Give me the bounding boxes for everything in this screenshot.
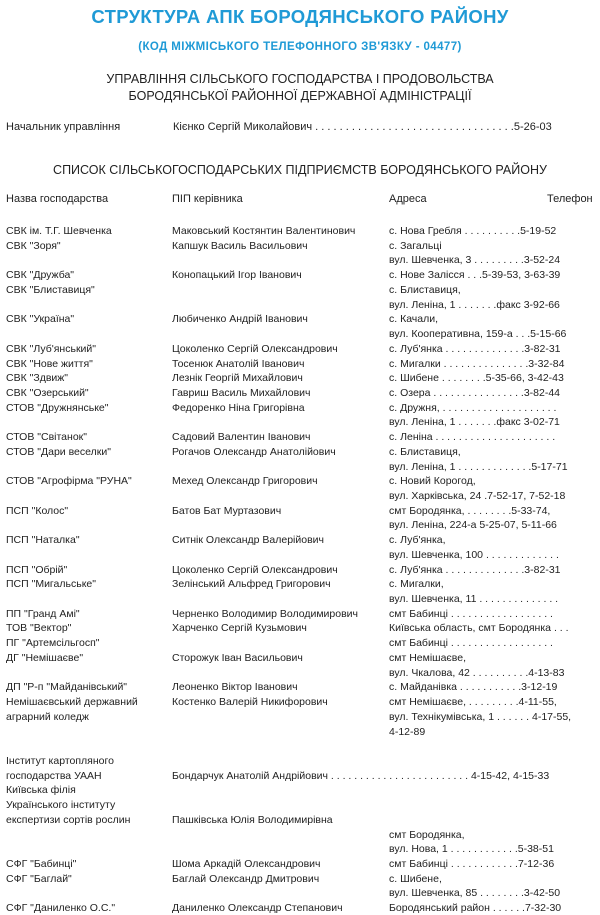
address-phone: смт Бабинці . . . . . . . . . . . .7-12-36 xyxy=(389,858,555,870)
head-name: Сторожук Іван Васильович xyxy=(172,651,303,664)
address-phone: вул. Кооперативна, 159-а . . .5-15-66 xyxy=(389,328,567,340)
head-name: Рогачов Олександр Анатолійович xyxy=(172,445,336,458)
enterprise-name: ПСП "Колос" xyxy=(6,504,69,517)
address-phone: с. Качали, xyxy=(389,313,439,326)
table-row xyxy=(0,636,600,650)
department-line-1: УПРАВЛІННЯ СІЛЬСЬКОГО ГОСПОДАРСТВА І ПРОДОВОЛЬСТВА xyxy=(106,72,494,86)
enterprise-name: СВК "Україна" xyxy=(6,313,75,326)
address-phone: с. Мигалки . . . . . . . . . . . . . . .3-32-84 xyxy=(389,357,565,370)
list-title: СПИСОК СІЛЬСЬКОГОСПОДАРСЬКИХ ПІДПРИЄМСТВ БОРОДЯНСЬКОГО РАЙОНУ xyxy=(53,163,547,177)
column-header-name: Назва господарства xyxy=(6,193,109,205)
table-row xyxy=(0,518,600,532)
table-row xyxy=(0,607,600,621)
table-row xyxy=(0,754,600,768)
table-row xyxy=(0,533,600,547)
address-phone: смт Бородянка, xyxy=(389,828,465,841)
address-phone: вул. Леніна, 1 . . . . . . . . . . . . .5-17-71 xyxy=(389,460,568,473)
table-row xyxy=(0,828,600,842)
enterprise-name: СТОВ "Світанок" xyxy=(6,431,87,444)
table-row xyxy=(0,253,600,267)
head-name: Конопацький Ігор Іванович xyxy=(172,269,302,282)
table-row xyxy=(0,327,600,341)
table-row xyxy=(0,769,600,783)
column-header-phone: Телефон xyxy=(547,193,593,205)
head-name: Маковський Костянтин Валентинович xyxy=(172,225,356,237)
enterprise-name: ПСП "Наталка" xyxy=(6,534,80,547)
address-phone: вул. Харківська, 24 .7-52-17, 7-52-18 xyxy=(389,490,566,502)
head-name: Зелінський Альфред Григорович xyxy=(172,578,331,591)
table-row xyxy=(0,710,600,724)
enterprise-name: експертизи сортів рослин xyxy=(6,813,131,826)
head-name: Гавриш Василь Михайлович xyxy=(172,386,311,399)
address-phone: с. Блиставиця, xyxy=(389,283,461,296)
address-phone: вул. Технікумівська, 1 . . . . . . 4-17-55, xyxy=(389,710,572,723)
page-title: СТРУКТУРА АПК БОРОДЯНСЬКОГО РАЙОНУ xyxy=(91,6,509,27)
head-name: Харченко Сергій Кузьмович xyxy=(172,622,307,635)
enterprise-name: СВК "Озерський" xyxy=(6,386,89,399)
head-name: Федоренко Ніна Григорівна xyxy=(172,401,305,414)
table-row xyxy=(0,680,600,694)
table-row xyxy=(0,357,600,371)
address-phone: вул. Шевченка, 3 . . . . . . . . .3-52-24 xyxy=(389,254,561,267)
table-row xyxy=(0,651,600,665)
column-header-address: Адреса xyxy=(389,193,427,205)
table-row xyxy=(0,783,600,797)
address-phone: вул. Чкалова, 42 . . . . . . . . . .4-13-83 xyxy=(389,666,565,679)
table-row xyxy=(0,577,600,591)
head-name: Пашківська Юлія Володимирівна xyxy=(172,813,333,826)
department-line-2: БОРОДЯНСЬКОЇ РАЙОННОЇ ДЕРЖАВНОЇ АДМІНІСТРАЦІЇ xyxy=(128,89,472,103)
table-row xyxy=(0,415,600,429)
table-row xyxy=(0,342,600,356)
head-name: Черненко Володимир Володимирович xyxy=(172,607,359,620)
table-row xyxy=(0,386,600,400)
enterprise-name: СФГ "Баглай" xyxy=(6,872,72,885)
chief-value: Кієнко Сергій Миколайович . . . . . . . . . . . . . . . . . . . . . . . . . . . . . . . . .5-26-03 xyxy=(173,121,552,133)
column-header-head: ПІП керівника xyxy=(172,193,243,205)
address-phone: с. Блиставиця, xyxy=(389,445,461,458)
head-name: Мехед Олександр Григорович xyxy=(172,475,318,488)
enterprise-name: аграрний коледж xyxy=(6,710,89,723)
table-row xyxy=(0,401,600,415)
enterprise-name: СВК "Дружба" xyxy=(6,269,75,282)
table-row xyxy=(0,857,600,871)
table-row xyxy=(0,548,600,562)
table-row xyxy=(0,725,600,739)
table-row xyxy=(0,268,600,282)
address-phone: с. Шибене . . . . . . . .5-35-66, 3-42-43 xyxy=(389,372,564,385)
table-row xyxy=(0,474,600,488)
table-row xyxy=(0,504,600,518)
table-row xyxy=(0,621,600,635)
enterprise-name: ПП "Гранд Амі" xyxy=(6,607,80,620)
address-phone: с. Нове Залісся . . .5-39-53, 3-63-39 xyxy=(389,269,561,282)
enterprise-name: СВК "Нове життя" xyxy=(6,357,93,370)
address-phone: с. Луб'янка, xyxy=(389,534,446,547)
address-phone: с. Луб'янка . . . . . . . . . . . . . .3-82-31 xyxy=(389,342,561,355)
address-phone: смт Бабинці . . . . . . . . . . . . . . . . . . xyxy=(389,607,553,620)
address-phone: с. Майданівка . . . . . . . . . . .3-12-19 xyxy=(389,681,558,694)
address-phone: Бородянський район . . . . . .7-32-30 xyxy=(389,902,562,915)
enterprise-name: ДГ "Немішаєве" xyxy=(6,651,84,664)
address-phone: с. Леніна . . . . . . . . . . . . . . . . . . . . . xyxy=(389,431,556,444)
enterprise-name: СВК "Блиставиця" xyxy=(6,283,95,296)
table-row xyxy=(0,666,600,680)
head-name: Ситнік Олександр Валерійович xyxy=(172,534,324,547)
address-phone: вул. Леніна, 224-а 5-25-07, 5-11-66 xyxy=(389,519,557,532)
address-phone: Київська область, смт Бородянка . . . xyxy=(389,622,569,635)
address-phone: с. Озера . . . . . . . . . . . . . . . .3-82-44 xyxy=(389,386,561,399)
table-row xyxy=(0,798,600,812)
address-phone: вул. Леніна, 1 . . . . . . .факс 3-02-71 xyxy=(389,416,560,429)
head-name: Цоколенко Сергій Олександрович xyxy=(172,563,338,576)
head-name: Тосенюк Анатолій Іванович xyxy=(172,357,305,370)
address-phone: вул. Шевченка, 100 . . . . . . . . . . . . . xyxy=(389,548,559,561)
table-row xyxy=(0,872,600,886)
address-phone: с. Луб'янка . . . . . . . . . . . . . .3-82-31 xyxy=(389,563,561,576)
table-row xyxy=(0,298,600,312)
enterprise-name: СФГ "Бабинці" xyxy=(6,858,77,870)
head-name: Баглай Олександр Дмитрович xyxy=(172,872,320,885)
table-row xyxy=(0,239,600,253)
head-name: Батов Бат Муртазович xyxy=(172,504,282,517)
table-row xyxy=(0,886,600,900)
enterprise-name: СВК "Зоря" xyxy=(6,239,61,252)
table-row xyxy=(0,312,600,326)
address-phone: смт Немішаєве, . . . . . . . . .4-11-55, xyxy=(389,696,557,708)
table-row xyxy=(0,460,600,474)
table-row xyxy=(0,592,600,606)
head-name: Лезнік Георгій Михайлович xyxy=(172,372,303,385)
address-phone: с. Новий Корогод, xyxy=(389,475,476,488)
address-phone: вул. Нова, 1 . . . . . . . . . . . .5-38-51 xyxy=(389,843,554,856)
head-name: Костенко Валерій Никифорович xyxy=(172,696,328,708)
table-row xyxy=(0,283,600,297)
address-phone: с. Дружня, . . . . . . . . . . . . . . . . . . . . xyxy=(389,401,557,414)
enterprise-name: ПСП "Мигальське" xyxy=(6,578,96,591)
enterprise-name: Інститут картопляного xyxy=(6,754,114,767)
head-name: Садовий Валентин Іванович xyxy=(172,431,311,444)
enterprise-name: господарства УААН xyxy=(6,769,102,782)
address-phone: смт Немішаєве, xyxy=(389,651,467,664)
head-name: Шома Аркадій Олександрович xyxy=(172,858,321,870)
enterprise-name: СВК "Луб'янський" xyxy=(6,342,96,355)
enterprise-name: СТОВ "Дружнянське" xyxy=(6,401,109,414)
head-name: Даниленко Олександр Степанович xyxy=(172,902,343,915)
head-name: Бондарчук Анатолій Андрійович . . . . . . . . . . . . . . . . . . . . . . . . 4-15-42, 4-15-33 xyxy=(172,769,550,782)
table-row xyxy=(0,489,600,503)
phone-code-subtitle: (КОД МІЖМІСЬКОГО ТЕЛЕФОННОГО ЗВ'ЯЗКУ - 04477) xyxy=(138,41,462,53)
table-row xyxy=(0,445,600,459)
table-row xyxy=(0,430,600,444)
enterprise-name: Українського інституту xyxy=(6,799,116,812)
address-phone: с. Нова Гребля . . . . . . . . . .5-19-52 xyxy=(389,225,557,237)
table-row xyxy=(0,224,600,238)
enterprise-name: СВК ім. Т.Г. Шевченка xyxy=(6,225,112,237)
chief-label: Начальник управління xyxy=(6,121,121,133)
table-row xyxy=(0,371,600,385)
enterprise-name: СВК "Здвиж" xyxy=(6,372,69,385)
enterprise-name: Київська філія xyxy=(6,784,76,797)
enterprise-name: ТОВ "Вектор" xyxy=(6,622,72,635)
table-row xyxy=(0,563,600,577)
address-phone: вул. Шевченка, 85 . . . . . . . .3-42-50 xyxy=(389,887,561,900)
address-phone: 4-12-89 xyxy=(389,725,426,738)
address-phone: с. Шибене, xyxy=(389,872,442,885)
table-row xyxy=(0,813,600,827)
address-phone: вул. Леніна, 1 . . . . . . .факс 3-92-66 xyxy=(389,298,560,311)
enterprise-name: ПСП "Обрій" xyxy=(6,563,68,576)
head-name: Любиченко Андрій Іванович xyxy=(172,313,308,326)
table-row xyxy=(0,739,600,753)
head-name: Капшук Василь Васильович xyxy=(172,239,308,252)
address-phone: с. Мигалки, xyxy=(389,578,444,591)
address-phone: вул. Шевченка, 11 . . . . . . . . . . . . . . xyxy=(389,593,559,605)
enterprise-name: СФГ "Даниленко О.С." xyxy=(6,902,116,915)
table-row xyxy=(0,842,600,856)
head-name: Цоколенко Сергій Олександрович xyxy=(172,342,338,355)
address-phone: смт Бородянка, . . . . . . . .5-33-74, xyxy=(389,504,551,517)
table-row xyxy=(0,901,600,915)
head-name: Леоненко Віктор Іванович xyxy=(172,681,298,694)
enterprise-name: СТОВ "Дари веселки" xyxy=(6,445,111,458)
table-row xyxy=(0,695,600,709)
address-phone: с. Загальці xyxy=(389,239,442,252)
enterprise-name: СТОВ "Агрофірма "РУНА" xyxy=(6,475,132,488)
address-phone: смт Бабинці . . . . . . . . . . . . . . . . . . xyxy=(389,637,553,650)
enterprise-name: ДП "Р-п "Майданівський" xyxy=(6,681,128,694)
enterprise-name: Немішаєвський державний xyxy=(6,696,138,708)
enterprise-name: ПГ "Артемсільгосп" xyxy=(6,637,100,650)
